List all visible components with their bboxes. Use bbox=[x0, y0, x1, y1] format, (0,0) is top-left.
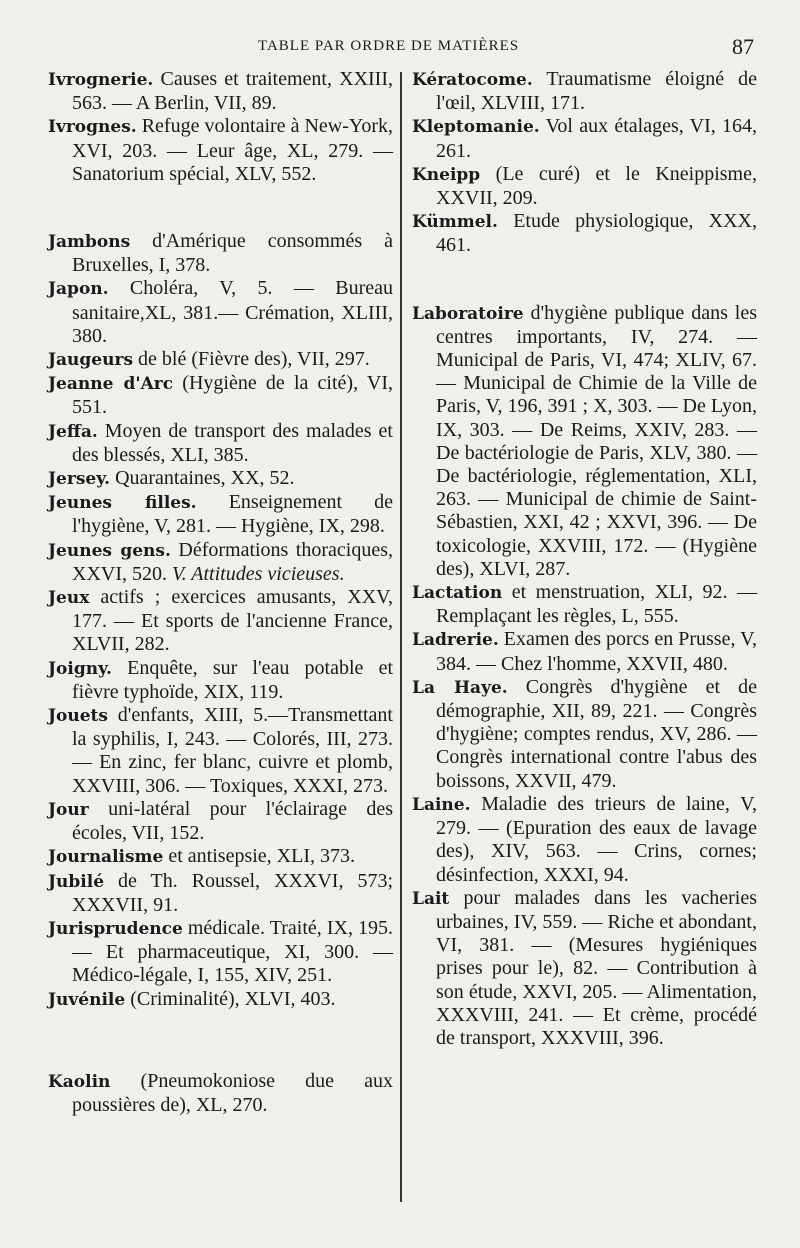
index-entry bbox=[412, 163, 757, 210]
entry-keyword: Kümmel. bbox=[412, 212, 498, 233]
entry-text: Vol aux étalages, VI, 164, 261. bbox=[436, 115, 757, 162]
entry-text: Choléra, V, 5. — Bureau sanitaire,XL, 381.— Crémation, XLIII, 380. bbox=[72, 277, 393, 347]
index-entry bbox=[48, 277, 393, 348]
index-entry bbox=[412, 115, 757, 162]
entry-keyword: Lactation bbox=[412, 583, 503, 604]
index-entry bbox=[48, 115, 393, 186]
entry-text: Enquête, sur l'eau potable et fièvre typhoïde, XIX, 119. bbox=[72, 656, 393, 703]
index-entry bbox=[48, 798, 393, 845]
entry-keyword: Ivrognes. bbox=[48, 117, 137, 138]
index-entry bbox=[48, 491, 393, 538]
entry-text: Causes et traitement, XXIII, 563. — A Berlin, VII, 89. bbox=[72, 68, 393, 115]
entry-keyword: La Haye. bbox=[412, 677, 508, 698]
entry-keyword: Joigny. bbox=[48, 658, 112, 679]
entry-keyword: Jaugeurs bbox=[48, 350, 134, 371]
column-divider bbox=[400, 72, 402, 1202]
entry-keyword: Jubilé bbox=[48, 871, 105, 892]
entry-keyword: Jersey. bbox=[48, 469, 111, 490]
entry-spacer bbox=[48, 186, 393, 230]
entry-keyword: Japon. bbox=[48, 279, 109, 300]
entry-keyword: Jeanne d'Arc bbox=[48, 374, 174, 395]
index-entry bbox=[48, 917, 393, 988]
entry-spacer bbox=[48, 1012, 393, 1070]
entry-text: actifs ; exercices amusants, XXV, 177. — Et sports de l'ancienne France, XLVII, 282. bbox=[72, 586, 393, 656]
index-entry bbox=[412, 581, 757, 628]
index-entry bbox=[412, 793, 757, 887]
entry-keyword: Lait bbox=[412, 888, 450, 909]
entry-text: et antisepsie, XLI, 373. bbox=[163, 845, 355, 868]
entry-text: de blé (Fièvre des), VII, 297. bbox=[133, 348, 370, 371]
index-entry bbox=[48, 539, 393, 586]
entry-text: médicale. Traité, IX, 195. — Et pharmaceutique, XI, 300. — Médico-légale, I, 155, XIV, 251. bbox=[72, 916, 393, 987]
entry-text: (Pneumokoniose due aux poussières de), XL, 270. bbox=[72, 1069, 393, 1116]
index-entry bbox=[48, 467, 393, 491]
right-column bbox=[412, 68, 757, 1050]
entry-keyword: Kleptomanie. bbox=[412, 117, 540, 138]
index-entry bbox=[48, 348, 393, 372]
entry-text: d'enfants, XIII, 5.—Transmettant la syphilis, I, 243. — Colorés, III, 273. — En zinc, fer blanc, cuivre et plomb, XXVIII, 306. — Toxiques, XXXI, 273. bbox=[72, 704, 393, 797]
entry-text: Déformations thoraciques, XXVI, 520. bbox=[72, 538, 393, 585]
entry-text: Congrès d'hygiène et de démographie, XII, 89, 221. — Congrès d'hygiène; comptes rendus, XV, 286. — Congrès international contre l'abus des boissons, XXVII, 479. bbox=[436, 675, 757, 792]
index-entry bbox=[48, 870, 393, 917]
index-entry bbox=[48, 68, 393, 115]
index-entry bbox=[48, 230, 393, 277]
entry-text: et menstruation, XLI, 92. — Remplaçant les règles, L, 555. bbox=[436, 581, 757, 628]
entry-text: Examen des porcs en Prusse, V, 384. — Chez l'homme, XXVII, 480. bbox=[436, 628, 757, 675]
entry-keyword: Ivrognerie. bbox=[48, 70, 154, 90]
index-entry bbox=[48, 1070, 393, 1117]
entry-text: (Hygiène de la cité), VI, 551. bbox=[72, 372, 394, 419]
entry-text: Traumatisme éloigné de l'œil, XLVIII, 171. bbox=[436, 68, 757, 115]
index-entry bbox=[48, 704, 393, 798]
entry-text: Maladie des trieurs de laine, V, 279. — (Epuration des eaux de lavage des), XIV, 563. — Crins, cornes; désinfection, XXXI, 94. bbox=[436, 792, 757, 886]
index-entry bbox=[412, 676, 757, 793]
entry-text: Refuge volontaire à New-York, XVI, 203. — Leur âge, XL, 279. — Sanatorium spécial, XLV, 552. bbox=[72, 115, 393, 185]
running-title: TABLE PAR ORDRE DE MATIÈRES bbox=[258, 38, 520, 54]
entry-text: d'Amérique consommés à Bruxelles, I, 378. bbox=[72, 230, 393, 277]
index-entry bbox=[48, 586, 393, 657]
page-number: 87 bbox=[732, 34, 754, 59]
entry-text: de Th. Roussel, XXXVI, 573; XXXVII, 91. bbox=[72, 869, 393, 916]
index-entry bbox=[48, 657, 393, 704]
entry-keyword: Kneipp bbox=[412, 164, 481, 185]
index-entry bbox=[48, 372, 393, 419]
entry-keyword: Jouets bbox=[48, 706, 108, 727]
index-entry bbox=[412, 887, 757, 1050]
entry-text: pour malades dans les vacheries urbaines, IV, 559. — Riche et abondant, VI, 381. — (Mesures hygiéniques prises pour le), 82. — Contribution à son étude, XXVI, 205. — Alimentation, XXXVIII, 241. — Et crème, procédé de transport, XXXVIII, 396. bbox=[436, 886, 757, 1049]
entry-keyword: Ladrerie. bbox=[412, 630, 499, 651]
entry-keyword: Juvénile bbox=[48, 989, 126, 1010]
entry-text: d'hygiène publique dans les centres importants, IV, 274. — Municipal de Paris, VI, 474; XLIV, 67. — Municipal de Chimie de la Ville de Paris, V, 196, 391 ; X, 303. — De Lyon, IX, 303. — De Reims, XXIV, 283. — De bactériologie de Paris, XLV, 380. — De bactériologie, réglementation, XLI, 263. — Municipal de chimie de Saint-Sébastien, XXI, 42 ; XXVI, 396. — De toxicologie, XXVIII, 172. — (Hygiène des), XLVI, 287. bbox=[436, 301, 757, 580]
index-entry bbox=[412, 302, 757, 581]
index-entry bbox=[48, 845, 393, 869]
entry-text: Etude physiologique, XXX, 461. bbox=[436, 210, 757, 257]
entry-cross-reference: V. Attitudes vicieuses. bbox=[172, 562, 345, 585]
entry-keyword: Jeunes filles. bbox=[48, 493, 197, 514]
entry-keyword: Laboratoire bbox=[412, 303, 524, 324]
entry-text: uni-latéral pour l'éclairage des écoles, VII, 152. bbox=[72, 797, 393, 845]
page-header bbox=[0, 36, 800, 66]
entry-keyword: Jeffa. bbox=[48, 421, 98, 442]
entry-keyword: Kératocome. bbox=[412, 70, 533, 90]
entry-keyword: Laine. bbox=[412, 794, 471, 815]
entry-keyword: Jeux bbox=[48, 588, 90, 609]
left-column bbox=[48, 68, 393, 1117]
entry-keyword: Jambons bbox=[48, 232, 131, 253]
entry-text: Enseignement de l'hygiène, V, 281. — Hygiène, IX, 298. bbox=[72, 491, 394, 538]
entry-keyword: Jeunes gens. bbox=[48, 540, 171, 561]
index-entry bbox=[48, 988, 393, 1012]
entry-spacer bbox=[412, 258, 757, 302]
entry-text: (Criminalité), XLVI, 403. bbox=[125, 987, 336, 1010]
entry-keyword: Journalisme bbox=[48, 847, 164, 868]
entry-text: Moyen de transport des malades et des blessés, XLI, 385. bbox=[72, 419, 393, 466]
entry-keyword: Jour bbox=[48, 799, 89, 820]
index-entry bbox=[48, 420, 393, 467]
index-entry bbox=[412, 68, 757, 115]
entry-keyword: Jurisprudence bbox=[48, 918, 183, 939]
entry-text: Quarantaines, XX, 52. bbox=[110, 467, 295, 490]
entry-text: (Le curé) et le Kneippisme, XXVII, 209. bbox=[436, 162, 757, 210]
index-entry bbox=[412, 628, 757, 675]
entry-keyword: Kaolin bbox=[48, 1071, 111, 1092]
index-entry bbox=[412, 210, 757, 257]
